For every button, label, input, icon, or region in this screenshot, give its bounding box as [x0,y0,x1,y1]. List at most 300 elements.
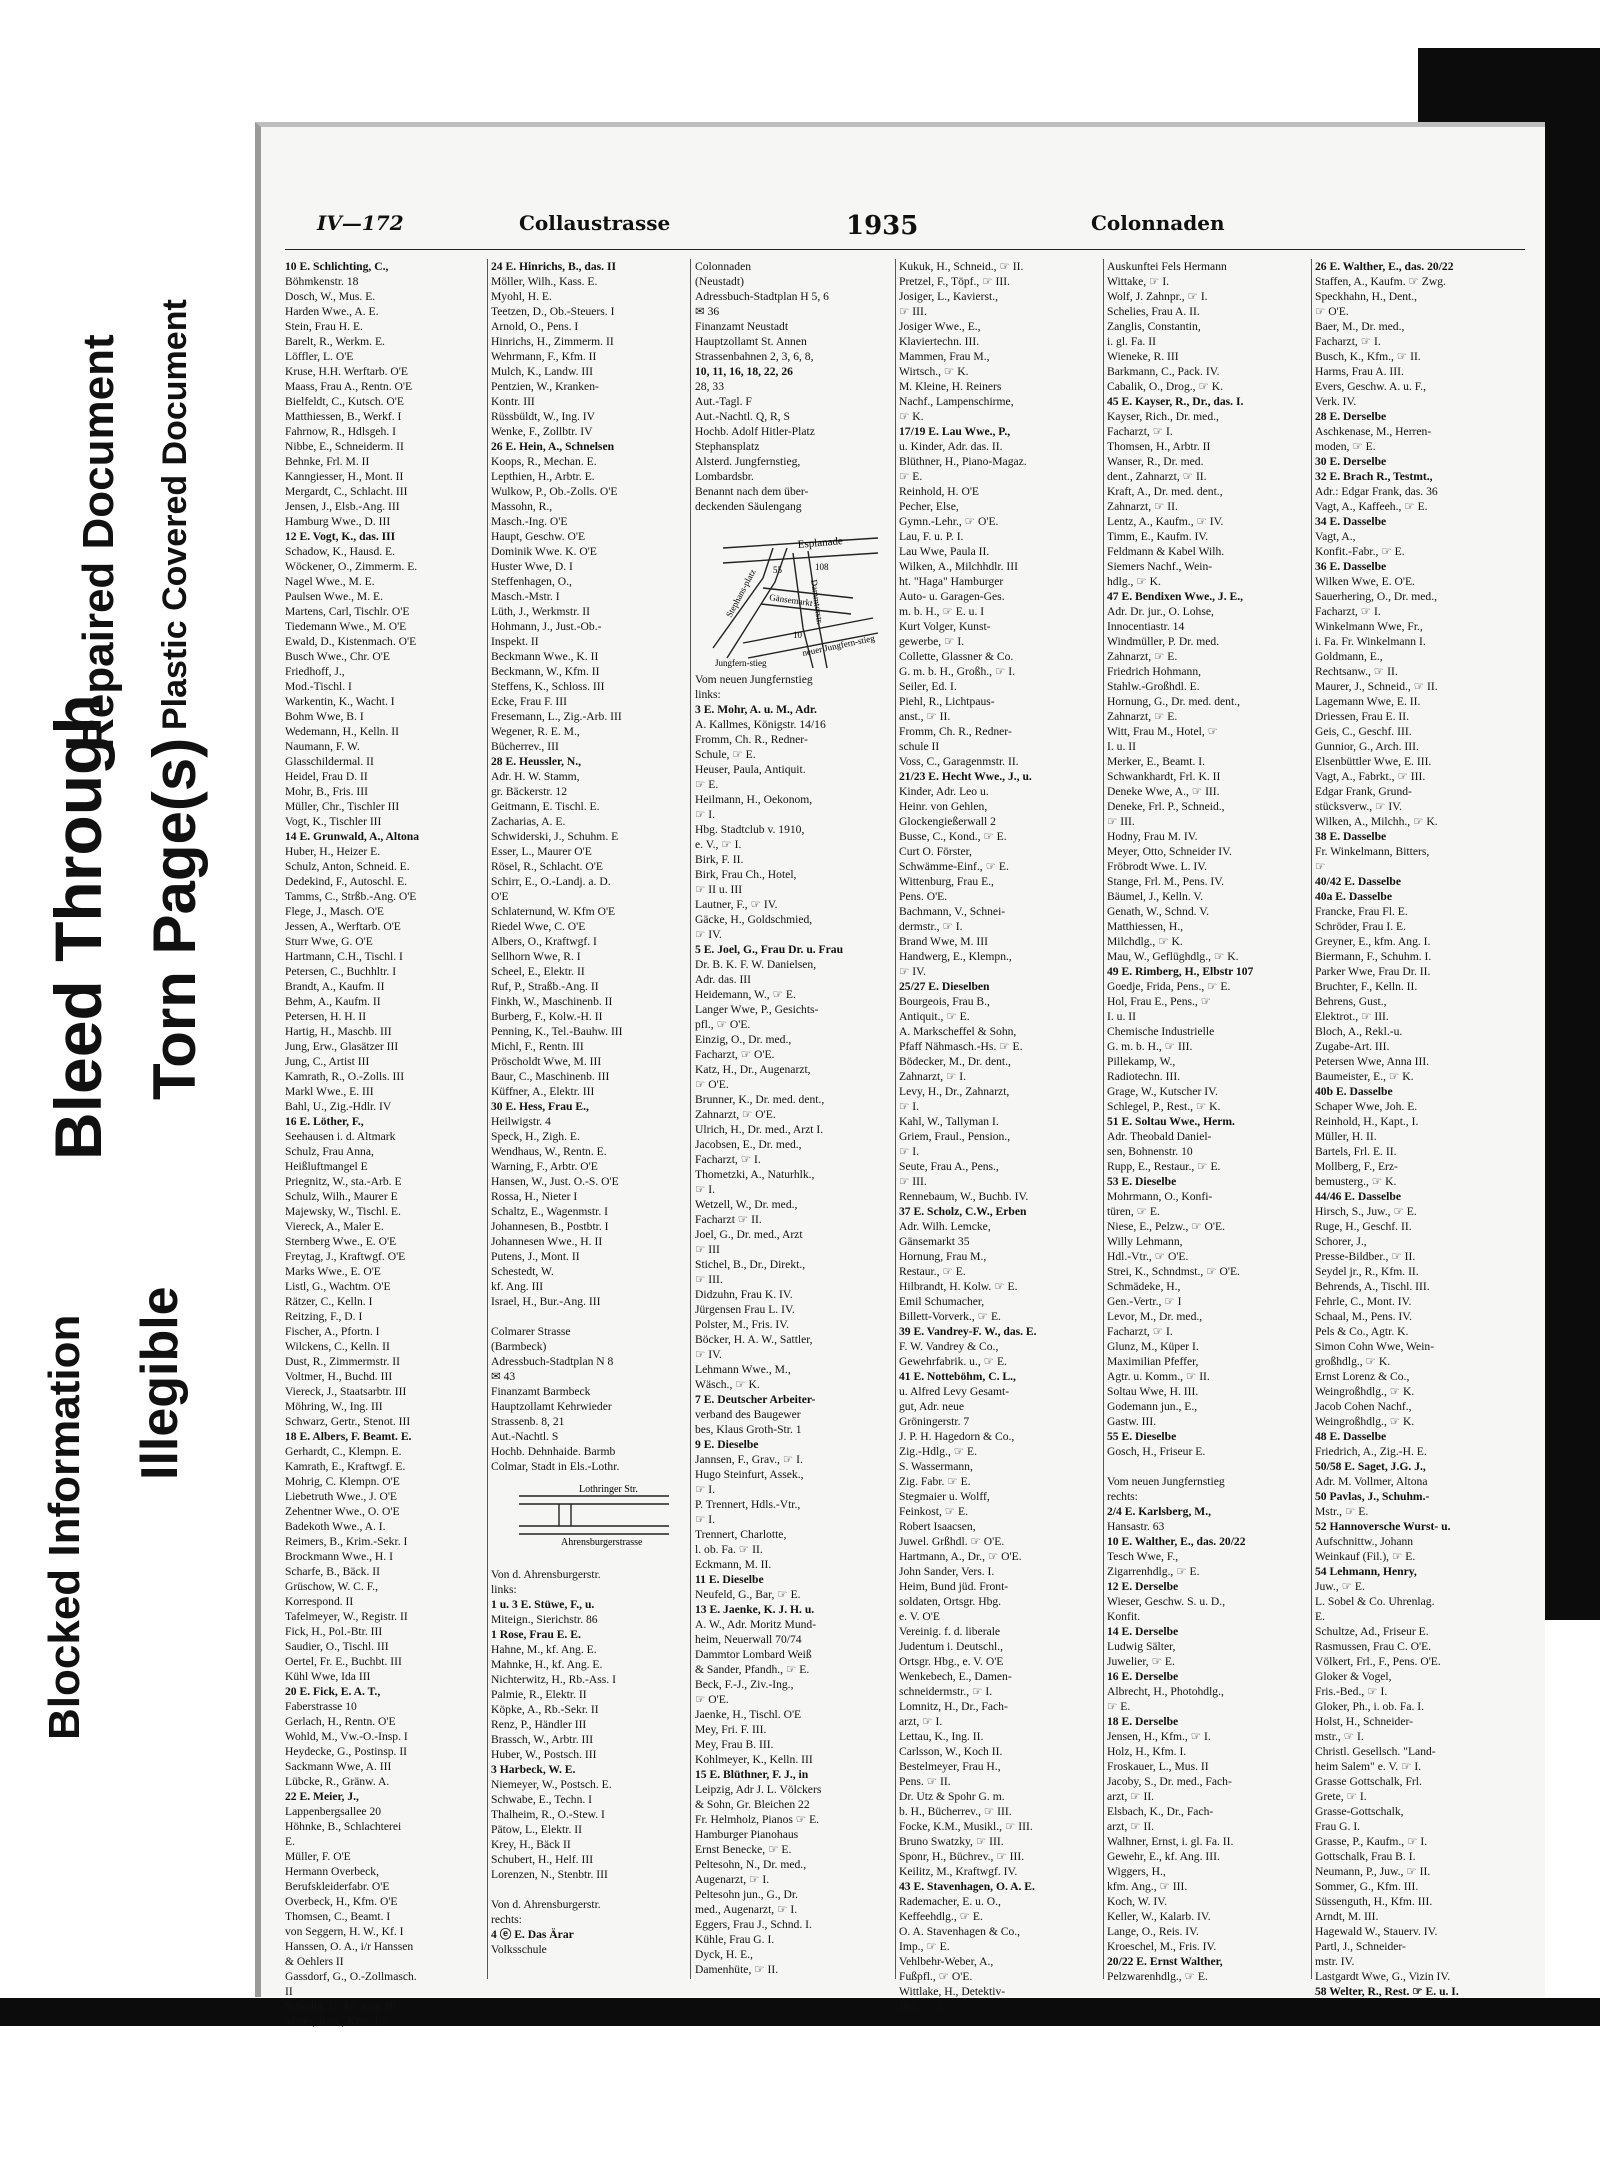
directory-entry: Bestelmeyer, Frau H., [899,1760,1001,1773]
directory-entry: Miteign., Sierichstr. 86 [491,1613,598,1626]
directory-entry: 39 E. Vandrey-F. W., das. E. [899,1325,1037,1338]
directory-entry: 54 Lehmann, Henry, [1315,1565,1417,1578]
directory-entry: Schultze, Ad., Friseur E. [1315,1625,1429,1638]
directory-entry: Wenke, F., Zollbtr. IV [491,425,593,438]
directory-entry: Geitmann, E. Tischl. E. [491,800,600,813]
directory-entry: Zahnarzt, ☞ II. [1107,500,1178,513]
directory-entry: rechts: [491,1913,522,1926]
directory-entry: ☞ III [695,1243,720,1256]
directory-entry: Adr. Dr. jur., O. Lohse, [1107,605,1214,618]
directory-entry: Focke, K.M., Musikl., ☞ III. [899,1820,1033,1833]
directory-entry: Joel, G., Dr. med., Arzt [695,1228,803,1241]
directory-entry: Lentz, A., Kaufm., ☞ IV. [1107,515,1224,528]
directory-entry: Curt O. Förster, [899,845,972,858]
directory-entry: Brunner, K., Dr. med. dent., [695,1093,825,1106]
directory-entry: Kühle, Frau G. I. [695,1933,775,1946]
directory-entry: Presse-Bildber., ☞ II. [1315,1250,1416,1263]
directory-entry: Ortsgr. Hbg., e. V. O'E [899,1655,1004,1668]
directory-entry: Petersen Wwe, Anna III. [1315,1055,1430,1068]
directory-entry: Zahnarzt, ☞ I. [899,1070,967,1083]
directory-entry: Heuser, Paula, Antiquit. [695,763,806,776]
directory-entry: Tesch Wwe, F., [1107,1550,1179,1563]
directory-entry: Facharzt, ☞ I. [1107,425,1173,438]
directory-entry: Ulrich, H., Dr. med., Arzt I. [695,1123,824,1136]
directory-entry: Viereck, A., Maler E. [285,1220,384,1233]
directory-entry: Ecke, Frau F. III [491,695,568,708]
directory-entry: Huster Wwe, D. I [491,560,573,573]
directory-entry: Hartig, H., Maschb. III [285,1025,392,1038]
directory-entry: Bartels, Frl. E. II. [1315,1145,1397,1158]
directory-entry: Lettau, K., Ing. II. [899,1730,984,1743]
directory-entry: Johannesen Wwe., H. II [491,1235,603,1248]
directory-entry: Dammtor Lombard Weiß [695,1648,812,1661]
directory-entry: Kinder, Adr. Leo u. [899,785,989,798]
directory-entry: Griem, Fraul., Pension., [899,1130,1011,1143]
directory-entry: G. m. b. H., Großh., ☞ I. [899,665,1016,678]
directory-entry: Didzuhn, Frau K. IV. [695,1288,793,1301]
directory-entry: Beckmann Wwe., K. II [491,650,599,663]
directory-entry: 51 E. Soltau Wwe., Herm. [1107,1115,1235,1128]
directory-entry: Birk, F. II. [695,853,744,866]
label-blocked-information: Blocked Information [40,1314,89,1740]
directory-entry: Bur., ☞ I. [899,2000,945,2013]
directory-entry: 37 E. Scholz, C.W., Erben [899,1205,1027,1218]
directory-entry: Dedekind, F., Autoschl. E. [285,875,408,888]
directory-entry: Verk. IV. [1315,395,1357,408]
directory-entry: A. Kallmes, Königstr. 14/16 [695,718,826,731]
directory-entry: Glockengießerwall 2 [899,815,996,828]
directory-entry: Fris.-Bed., ☞ I. [1315,1685,1388,1698]
page-number: IV—172 [317,211,404,235]
directory-entry: 30 E. Derselbe [1315,455,1387,468]
directory-entry: arzt, ☞ II. [1107,1820,1155,1833]
directory-entry: Behrens, Gust., [1315,995,1387,1008]
directory-entry: Reinhold, H., Kapt., I. [1315,1115,1419,1128]
directory-entry: verband des Baugewer [695,1408,801,1421]
directory-entry: Hauptzollamt Kehrwieder [491,1400,612,1413]
directory-entry: Schwämme-Einf., ☞ E. [899,860,1009,873]
directory-entry: Hdl.-Vtr., ☞ O'E. [1107,1250,1189,1263]
directory-entry: 9 E. Dieselbe [695,1438,759,1451]
directory-entry: Benannt nach dem über- [695,485,809,498]
directory-entry: Mollberg, F., Erz- [1315,1160,1398,1173]
directory-entry: e. V. O'E [899,1610,940,1623]
directory-entry: Bahl, U., Zig.-Hdlr. IV [285,1100,392,1113]
directory-entry: Antiquit., ☞ E. [899,1010,970,1023]
page-header [261,211,1545,251]
directory-entry: ☞ III. [899,305,927,318]
header-right-street: Colonnaden [1091,211,1225,235]
directory-entry: 40/42 E. Dasselbe [1315,875,1401,888]
directory-page [255,122,1545,2028]
directory-entry: kf. Ang. III [491,1280,544,1293]
directory-entry: Petersen, H. H. II [285,1010,367,1023]
directory-entry: ☞ IV. [695,928,722,941]
directory-entry: Sommer, G., Kfm. III. [1315,1880,1419,1893]
directory-entry: L. Sobel & Co. Uhrenlag. [1315,1595,1435,1608]
directory-entry: Jung, Erw., Glasätzer III [285,1040,399,1053]
directory-entry: A. Markscheffel & Sohn, [899,1025,1017,1038]
directory-entry: Pens. ☞ II. [899,1775,951,1788]
directory-entry: Robert Isaacsen, [899,1520,976,1533]
directory-entry: 55 E. Dieselbe [1107,1430,1177,1443]
directory-entry: 20/22 E. Ernst Walther, [1107,1955,1223,1968]
column-divider [1103,259,1104,1979]
directory-entry: 36 E. Dasselbe [1315,560,1387,573]
directory-entry: Jürgensen Frau L. IV. [695,1303,795,1316]
directory-entry: Rasmussen, Frau C. O'E. [1315,1640,1432,1653]
directory-entry: Mulch, K., Landw. III [491,365,593,378]
directory-entry: ☞ III. [899,1175,927,1188]
directory-entry: Naumann, F. W. [285,740,360,753]
directory-entry: Hinrichs, H., Zimmerm. II [491,335,614,348]
directory-entry: Siemers Nachf., Wein- [1107,560,1213,573]
directory-entry: Pelzwarenhdlg., ☞ E. [1107,1970,1208,1983]
directory-entry: Markl Wwe., E. III [285,1085,374,1098]
directory-entry: Huber, H., Heizer E. [285,845,381,858]
directory-entry: ☞ I. [899,1100,920,1113]
directory-entry: 24 E. Hinrichs, B., das. II [491,260,616,273]
directory-entry: Kontr. III [491,395,535,408]
directory-entry: Zehentner Wwe., O. O'E [285,1505,400,1518]
directory-entry: ☞ O'E. [695,1693,729,1706]
directory-entry: Fresemann, L., Zig.-Arb. III [491,710,622,723]
directory-entry: Gloker, Ph., i. ob. Fa. I. [1315,1700,1425,1713]
directory-entry: Gewehr, E., kf. Ang. III. [1107,1850,1220,1863]
directory-entry: Warkentin, K., Wacht. I [285,695,395,708]
directory-entry: Pentzien, W., Kranken- [491,380,599,393]
directory-entry: Böcker, H. A. W., Sattler, [695,1333,813,1346]
directory-entry: Wanser, R., Dr. med. [1107,455,1204,468]
directory-entry: John Sander, Vers. I. [899,1565,995,1578]
directory-entry: Schwabe, E., Techn. I [491,1793,593,1806]
directory-entry: Jacoby, S., Dr. med., Fach- [1107,1775,1232,1788]
directory-entry: Lorenzen, N., Stenbtr. III [491,1868,608,1881]
directory-entry: Heilmann, H., Oekonom, [695,793,813,806]
directory-entry: Fußpfl., ☞ O'E. [899,1970,973,1983]
directory-entry: Majewsky, W., Tischl. E. [285,1205,401,1218]
colmarer-street-map [499,1478,679,1548]
directory-entry: 3 E. Mohr, A. u. M., Adr. [695,703,817,716]
directory-entry: Kohlmeyer, K., Kelln. III [695,1753,813,1766]
label-torn-pages: Torn Page(s) [141,737,208,1100]
directory-entry: 40a E. Dasselbe [1315,890,1392,903]
directory-entry: Stegmaier u. Wolff, [899,1490,990,1503]
directory-entry: Brandt, A., Kaufm. II [285,980,385,993]
directory-entry: Wetzell, W., Dr. med., [695,1198,798,1211]
directory-entry: Jensen, H., Kfm., ☞ I. [1107,1730,1211,1743]
directory-entry: Colonnaden [695,260,752,273]
map-label-number: 10 [793,630,802,640]
directory-entry: Aschkenase, M., Herren- [1315,425,1432,438]
header-left-street: Collaustrasse [519,211,671,235]
directory-entry: 16 E. Derselbe [1107,1670,1179,1683]
directory-entry: Heilwigstr. 4 [491,1115,551,1128]
directory-entry: Wehrmann, F., Kfm. II [491,350,597,363]
directory-entry: 26 E. Walther, E., das. 20/22 [1315,260,1454,273]
directory-entry: Inspekt. II [491,635,539,648]
directory-entry: Gosch, H., Friseur E. [1107,1445,1206,1458]
directory-entry: Maurer, J., Schneid., ☞ II. [1315,680,1438,693]
directory-entry: bemusterg., ☞ K. [1315,1175,1397,1188]
black-margin-bottom [0,1998,1600,2026]
map-label-dammtorstr: Dammtorstr. [809,578,826,626]
directory-entry: Badekoth Wwe., A. I. [285,1520,386,1533]
directory-entry: Dyck, H. E., [695,1948,753,1961]
directory-entry: Soltau Wwe, H. III. [1107,1385,1199,1398]
directory-entry: Facharzt, ☞ I. [695,1153,761,1166]
directory-entry: Pens. O'E. [899,890,948,903]
directory-entry: Rennebaum, W., Buchb. IV. [899,1190,1029,1203]
directory-entry: Barkmann, C., Pack. IV. [1107,365,1220,378]
directory-entry: Heydecke, G., Postinsp. II [285,1745,408,1758]
directory-entry: 58 Welter, R., Rest. ☞ E. u. I. [1315,1985,1459,1998]
directory-entry: Facharzt, ☞ I. [1107,1325,1173,1338]
directory-entry: Polster, M., Fris. IV. [695,1318,790,1331]
directory-entry: Pecher, Else, [899,500,959,513]
directory-entry: soldaten, Ortsgr. Hbg. [899,1595,1002,1608]
directory-entry: Riedel Wwe, C. O'E [491,920,586,933]
directory-entry: Harms, Frau A. III. [1315,365,1404,378]
directory-entry: mstr., ☞ I. [1315,1730,1364,1743]
directory-entry: Zanglis, Constantin, [1107,320,1201,333]
directory-entry: Baumeister, E., ☞ K. [1315,1070,1414,1083]
directory-entry: Bäumel, J., Kelln. V. [1107,890,1204,903]
directory-entry: Seydel jr., R., Kfm. II. [1315,1265,1419,1278]
directory-entry: Köpke, A., Rb.-Sekr. II [491,1703,599,1716]
directory-entry: Piehl, R., Lichtpaus- [899,695,995,708]
column-divider [895,259,896,1979]
directory-entry: Strassenb. 8, 21 [491,1415,565,1428]
directory-entry: Kroeschel, M., Fris. IV. [1107,1940,1217,1953]
column-divider [1311,259,1312,1979]
directory-entry: 20 E. Fick, E. A. T., [285,1685,381,1698]
directory-entry [491,1882,685,1897]
directory-entry: Schlaternund, W. Kfm O'E [491,905,616,918]
directory-entry: Handwerg, E., Klempn., [899,950,1012,963]
directory-entry: Fahrnow, R., Hdlsgeh. I [285,425,396,438]
directory-entry: Gäcke, H., Goldschmied, [695,913,813,926]
directory-entry: Peltesohn jun., G., Dr. [695,1888,799,1901]
directory-entry: (Neustadt) [695,275,744,288]
directory-entry: Lepthien, H., Arbtr. E. [491,470,595,483]
directory-entry: Cabalik, O., Drog., ☞ K. [1107,380,1224,393]
directory-entry: Auskunftei Fels Hermann [1107,260,1227,273]
directory-entry: Gen.-Vertr., ☞ I [1107,1295,1182,1308]
directory-entry: Mohr, B., Fris. III [285,785,368,798]
directory-entry: Jessen, A., Werftarb. O'E [285,920,401,933]
directory-entry: Mohrig, C. Klempn. O'E [285,1475,400,1488]
directory-entry: Wöckener, O., Zimmerm. E. [285,560,418,573]
directory-entry: Esser, L., Maurer O'E [491,845,592,858]
directory-entry: dent., Zahnarzt, ☞ II. [1107,470,1207,483]
directory-entry: Aut.-Nachtl. S [491,1430,559,1443]
directory-entry: gr. Bäckerstr. 12 [491,785,567,798]
directory-entry: Kanngiesser, H., Mont. II [285,470,404,483]
directory-entry: 50 Pavlas, J., Schuhm.- [1315,1490,1430,1503]
directory-entry: 14 E. Derselbe [1107,1625,1179,1638]
directory-entry: Rösel, R., Schlacht. O'E [491,860,603,873]
directory-entry: Zacharias, A. E. [491,815,566,828]
directory-entry: Partl, J., Schneider- [1315,1940,1406,1953]
directory-entry: 21/23 E. Hecht Wwe., J., u. [899,770,1032,783]
map-street-line [723,553,878,563]
directory-entry: Speckhahn, H., Dent., [1315,290,1418,303]
directory-entry: Nachf., Lampenschirme, [899,395,1014,408]
directory-entry: I. u. II [1107,740,1136,753]
directory-entry: Damenhüte, ☞ II. [695,1963,779,1976]
directory-entry: Hartmann, C.H., Tischl. I [285,950,403,963]
directory-entry: rechts: [1107,1490,1138,1503]
directory-entry: Masch.-Ing. O'E [491,515,568,528]
map-label-stephansplatz: Stephans-platz [723,567,758,619]
directory-entry: Brockmann Wwe., H. I [285,1550,393,1563]
directory-entry: Saudier, O., Tischl. III [285,1640,389,1653]
directory-entry: Schaal, M., Pens. IV. [1315,1310,1413,1323]
directory-entry: Behrends, A., Tischl. III. [1315,1280,1430,1293]
directory-entry: Koch, W. IV. [1107,1895,1168,1908]
directory-entry: gewerbe, ☞ I. [899,635,965,648]
directory-entry: gut, Adr. neue [899,1400,965,1413]
directory-entry: Kahl, W., Tallyman I. [899,1115,999,1128]
directory-entry: i. gl. Fa. II [1107,335,1156,348]
directory-entry: 18 E. Derselbe [1107,1715,1179,1728]
directory-entry: Finanzamt Neustadt [695,320,789,333]
directory-entry: med., Augenarzt, ☞ I. [695,1903,798,1916]
directory-entry: Neufeld, G., Bar, ☞ E. [695,1588,801,1601]
directory-entry: Johannesen, B., Postbtr. I [491,1220,609,1233]
directory-entry: Feldmann & Kabel Wilh. [1107,545,1225,558]
directory-entry: E. [285,1835,295,1848]
directory-entry: Josiger, L., Kavierst., [899,290,999,303]
directory-entry: Möller, Wilh., Kass. E. [491,275,598,288]
directory-entry: Hansen, W., Just. O.-S. O'E [491,1175,619,1188]
directory-entry: Jensen, J., Elsb.-Ang. III [285,500,400,513]
directory-entry: Mau, W., Geflüghdlg., ☞ K. [1107,950,1239,963]
column-4 [899,259,1097,2013]
directory-entry: Konfit.-Fabr., ☞ E. [1315,545,1405,558]
directory-entry: Pätow, L., Elektr. II [491,1823,583,1836]
directory-entry: 4 ⓔ E. Das Ärar [491,1928,574,1941]
directory-entry: Gunnior, G., Arch. III. [1315,740,1419,753]
directory-entry: ☞ IV. [695,1348,722,1361]
directory-entry: Warning, F., Arbtr. O'E [491,1160,598,1173]
directory-entry: Wiggers, H., [1107,1865,1166,1878]
directory-entry: ht. "Haga" Hamburger [899,575,1004,588]
directory-entry: Wieser, Geschw. S. u. D., [1107,1595,1226,1608]
directory-entry [491,1309,685,1324]
directory-entry: türen, ☞ E. [1107,1205,1160,1218]
directory-entry: Wedemann, H., Kelln. II [285,725,400,738]
directory-entry: Schestedt, W. [491,1265,554,1278]
directory-entry: Stichel, B., Dr., Direkt., [695,1258,806,1271]
directory-entry: Leipzig, Adr J. L. Völckers [695,1783,822,1796]
directory-entry: Kamrath, E., Kraftwgf. E. [285,1460,406,1473]
directory-entry: Bödecker, M., Dr. dent., [899,1055,1011,1068]
directory-entry: Aut.-Nachtl. Q, R, S [695,410,790,423]
directory-entry: Schelies, Frau A. II. [1107,305,1200,318]
directory-entry: ☞ III. [1107,815,1135,828]
directory-entry: 53 E. Dieselbe [1107,1175,1177,1188]
directory-entry: J. P. H. Hagedorn & Co., [899,1430,1015,1443]
directory-entry: Heidel, Frau D. II [285,770,368,783]
directory-entry: Grasse-Gottschalk, [1315,1805,1404,1818]
directory-entry: 47 E. Bendixen Wwe., J. E., [1107,590,1244,603]
directory-entry: Maximilian Pfeffer, [1107,1355,1199,1368]
directory-entry: Petersen, C., Buchhltr. I [285,965,397,978]
directory-entry: Bachmann, V., Schnei- [899,905,1006,918]
directory-entry: Holz, H., Kfm. I. [1107,1745,1187,1758]
directory-entry: Rupp, E., Restaur., ☞ E. [1107,1160,1221,1173]
directory-entry: Bourgeois, Frau B., [899,995,990,1008]
directory-entry: M. Kleine, H. Reiners [899,380,1002,393]
directory-entry: Kruse, H.H. Werftarb. O'E [285,365,408,378]
map-label-gaensemarkt: Gänsemarkt [768,592,814,609]
directory-entry: Schwarz, Gertr., Stenot. III [285,1415,411,1428]
directory-entry: Masch.-Mstr. I [491,590,560,603]
directory-entry: Hornung, G., Dr. med. dent., [1107,695,1240,708]
directory-entry: 10 E. Walther, E., das. 20/22 [1107,1535,1246,1548]
directory-entry: Fröbrodt Wwe. L. IV. [1107,860,1208,873]
directory-entry: Deneke Wwe, A., ☞ III. [1107,785,1220,798]
directory-entry: Volksschule [491,1943,547,1956]
directory-entry: Gröningerstr. 7 [899,1415,970,1428]
directory-entry: hdlg., ☞ K. [1107,575,1161,588]
directory-entry: Palmie, R., Elektr. II [491,1688,587,1701]
directory-entry: Bücherrev., III [491,740,559,753]
directory-entry: Wittake, ☞ I. [1107,275,1170,288]
directory-entry: Renz, P., Händler III [491,1718,587,1731]
directory-entry: links: [695,688,721,701]
directory-entry: 2/4 E. Karlsberg, M., [1107,1505,1212,1518]
directory-entry: 14 E. Grunwald, A., Altona [285,830,420,843]
directory-entry: Birk, Frau Ch., Hotel, [695,868,797,881]
directory-entry: Höhnke, B., Schlachterei [285,1820,402,1833]
directory-entry: Vagt, A., Fabrkt., ☞ III. [1315,770,1426,783]
directory-entry: Scheel, E., Elektr. II [491,965,585,978]
directory-entry: Möhring, W., Ing. III [285,1400,383,1413]
directory-entry: Overbeck, H., Kfm. O'E [285,1895,398,1908]
directory-entry: Ernst Benecke, ☞ E. [695,1843,792,1856]
directory-entry: Thomsen, C., Beamt. I [285,1910,391,1923]
directory-entry: Innocentiastr. 14 [1107,620,1185,633]
directory-entry: Adr. H. W. Stamm, [491,770,580,783]
directory-entry: ☞ IV. [899,965,926,978]
directory-entry: Alsterd. Jungfernstieg, [695,455,801,468]
directory-entry: Beck, F.-J., Ziv.-Ing., [695,1678,794,1691]
directory-entry: Busch Wwe., Chr. O'E [285,650,390,663]
directory-entry: Hochb. Dehnhaide. Barmb [491,1445,616,1458]
directory-entry: P. Trennert, Hdls.-Vtr., [695,1498,801,1511]
directory-entry: Jacobsen, E., Dr. med., [695,1138,802,1151]
label-plastic-covered: Plastic Covered Document [156,299,194,730]
directory-entry: mstr. IV. [1315,1955,1355,1968]
directory-entry: 22 E. Meier, J., [285,1790,359,1803]
directory-entry: Vagt, A., [1315,530,1356,543]
directory-entry [1107,1459,1305,1474]
directory-entry: I. u. II [1107,1010,1136,1023]
directory-entry: ☞ [1315,860,1326,873]
directory-entry: Mergardt, C., Schlacht. III [285,485,408,498]
directory-entry: Imp., ☞ E. [899,1940,950,1953]
directory-entry: Heim, Bund jüd. Front- [899,1580,1009,1593]
directory-entry: Dosch, W., Mus. E. [285,290,376,303]
directory-entry: Facharzt, ☞ O'E. [695,1048,775,1061]
directory-entry: Sturr Wwe, G. O'E [285,935,373,948]
directory-entry: Myohl, H. E. [491,290,552,303]
directory-entry: Schaper Wwe, Joh. E. [1315,1100,1418,1113]
directory-entry: Mohrmann, O., Konfi- [1107,1190,1213,1203]
